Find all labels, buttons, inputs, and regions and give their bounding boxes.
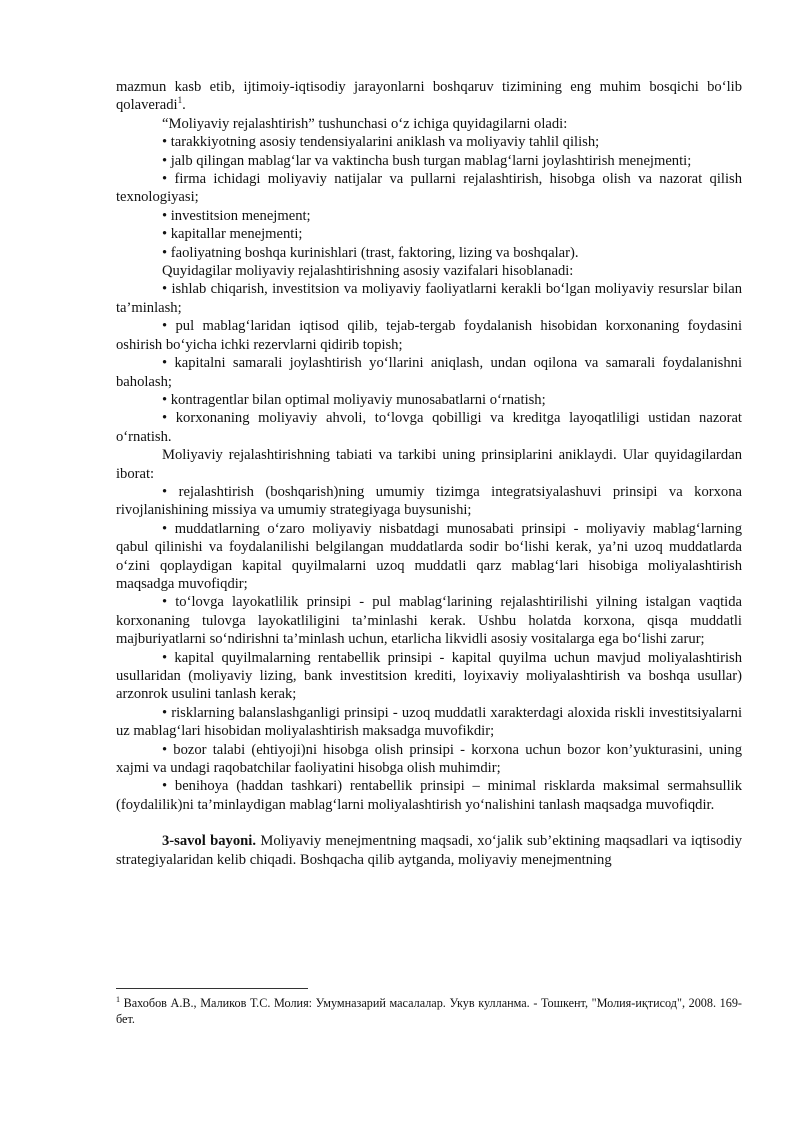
list-item: • jalb qilingan mablag‘lar va vaktincha bush turgan mablag‘larni joylashtirish menejmenti; [162,152,692,169]
list-item: • to‘lovga layokatlilik prinsipi - pul mablag‘larining rejalashtirilishi yilning istalgan vaqtida korxonaning tulovga layokatliligini ta’minlashi kerak. Ushbu holatda korxona, qisqa muddatli majburiyatlarni so‘ndirishni ta’minlash uchun, etarlicha likvidli asosiy vositalarga ega bo‘lishi zarur; [116,594,742,648]
list-item: • kapitallar menejmenti; [162,226,303,243]
list-item: • muddatlarning o‘zaro moliyaviy nisbatdagi munosabati prinsipi - moliyaviy mablag‘larning qabul qilinishi va foydalanilishi belgilangan muddatlarda sodir bo‘lishi kerak, ya’ni uzoq muddatlarda o‘zini qoplaydigan kapital quyilmalarni uzoq muddatli qarz mablag‘lari hisobiga moliyalashtirish maqsadga muvofiqdir; [116,520,742,592]
list-item: • korxonaning moliyaviy ahvoli, to‘lovga qobilligi va kreditga layoqatliligi ustidan nazorat o‘rnatish. [116,410,742,445]
list-item: • tarakkiyotning asosiy tendensiyalarini aniklash va moliyaviy tahlil qilish; [162,134,600,151]
list-item: • rejalashtirish (boshqarish)ning umumiy tizimga integratsiyalashuvi prinsipi va korxona rivojlanishining missiya va umumiy strategiyaga buysunishi; [116,483,742,519]
list-item: • ishlab chiqarish, investitsion va moliyaviy faoliyatlarni kerakli bo‘lgan moliyaviy resurslar bilan ta’minlash; [116,281,742,316]
paragraph-definition: “Moliyaviy rejalashtirish” tushunchasi o‘z ichiga quyidagilarni oladi: [162,115,568,132]
footnote-mark: 1 [116,994,120,1004]
list-item: • faoliyatning boshqa kurinishlari (trast, faktoring, lizing va boshqalar). [162,244,579,261]
footnote-separator [116,988,308,989]
section-paragraph: 3-savol bayoni. Moliyaviy menejmentning maqsadi, xo‘jalik sub’ektining maqsadlari va iqtisodiy strategiyalaridan kelib chiqadi. Boshqacha qilib aytganda, moliyaviy menejmentning [116,833,743,868]
body-text [116,78,742,869]
list-item: • kapital quyilmalarning rentabellik prinsipi - kapital quyilma uchun mavjud moliyalashtirish usullaridan (moliyaviy lizing, bank investitsion krediti, loyixaviy moliyalashtirish va boshqa usullar) arzonrok usulini tanlash kerak; [116,649,742,703]
footnote-text: Вахобов А.В., Маликов Т.С. Молия: Умумназарий масалалар. Укув кулланма. - Тошкент, "Молия-иқтисод", 2008. 169-бет. [116,996,742,1026]
list-item: • kontragentlar bilan optimal moliyaviy munosabatlarni o‘rnatish; [162,391,546,408]
section-heading: 3-savol bayoni. [162,833,256,850]
list-item: • firma ichidagi moliyaviy natijalar va pullarni rejalashtirish, hisobga olish va nazorat qilish texnologiyasi; [116,171,742,206]
footnote [116,996,742,1027]
list-item: • bozor talabi (ehtiyoji)ni hisobga olish prinsipi - korxona uchun bozor kon’yukturasini, uning xajmi va undagi raqobatchilar faoliyatini hisobga olish muhimdir; [116,741,742,777]
paragraph-intro: mazmun kasb etib, ijtimoiy-iqtisodiy jarayonlarni boshqaruv tizimining eng muhim bosqichi bo‘lib qolaveradi$^1$. [116,79,742,114]
list-item: • kapitalni samarali joylashtirish yo‘llarini aniqlash, undan oqilona va samarali foydalanishni baholash; [116,355,742,390]
list-item: • benihoya (haddan tashkari) rentabellik prinsipi – minimal risklarda maksimal sermahsullik (foydalilik)ni ta’minlaydigan mablag‘larni moliyalashtirish yo‘nalishini tanlash maqsadga muvofiqdir. [116,778,742,813]
footnote-ref[interactable]: 1 [177,95,183,106]
paragraph-tasks: Quyidagilar moliyaviy rejalashtirishning asosiy vazifalari hisoblanadi: [162,263,574,280]
list-item: • risklarning balanslashganligi prinsipi - uzoq muddatli xarakterdagi aloxida riskli investitsiyalarni uz mablag‘lari hisobidan moliyalashtirish maksadga muvofikdir; [116,704,742,740]
list-item: • pul mablag‘laridan iqtisod qilib, tejab-tergab foydalanish hisobidan korxonaning foydasini oshirish bo‘yicha ichki rezervlarni qidirib topish; [116,318,742,353]
list-item: • investitsion menejment; [162,207,311,224]
paragraph-principles: Moliyaviy rejalashtirishning tabiati va tarkibi uning prinsiplarini aniklaydi. Ular quyidagilardan iborat: [116,447,742,482]
